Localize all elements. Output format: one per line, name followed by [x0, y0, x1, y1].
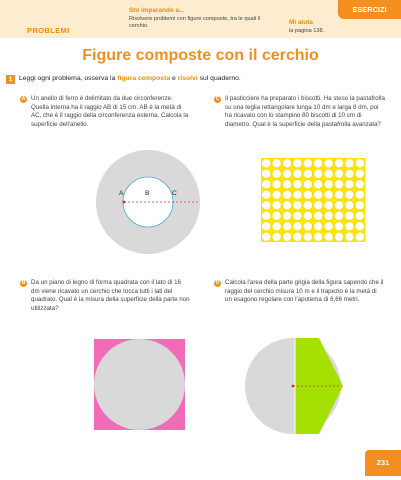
biscuit-circle	[355, 232, 364, 241]
page-title: Figure composte con il cerchio	[82, 47, 319, 64]
biscuit-circle	[324, 180, 333, 189]
biscuit-circle	[324, 232, 333, 241]
problem-d-text: Calcola l'area della parte grigia della figura sapendo che il raggio del cerchio misura 10 m e il trapezio è la metà di un esagono regolare con l'apotema di 8,66 metri.	[225, 279, 384, 304]
biscuit-circle	[314, 190, 323, 199]
circle-trapezoid-figure	[243, 336, 353, 436]
biscuit-circle	[314, 180, 323, 189]
learning-goal-title: Sto imparando a...	[129, 7, 185, 14]
biscuit-circle	[262, 190, 271, 199]
biscuit-circle	[262, 211, 271, 220]
biscuit-circle	[314, 201, 323, 210]
biscuit-circle	[334, 232, 343, 241]
learning-goal-text: Risolvere problemi con figure composte, tra le quali il cerchio.	[129, 16, 261, 30]
problem-a-badge: A	[21, 96, 26, 102]
biscuit-circle	[282, 211, 291, 220]
biscuit-circle	[314, 232, 323, 241]
biscuit-circle	[272, 201, 281, 210]
biscuit-circle	[334, 169, 343, 178]
biscuit-circle	[272, 169, 281, 178]
biscuit-circle	[345, 190, 354, 199]
problem-c-badge: C	[215, 96, 220, 102]
biscuit-circle	[303, 169, 312, 178]
biscuit-circle	[324, 159, 333, 168]
biscuit-circle	[282, 159, 291, 168]
biscuit-circle	[345, 232, 354, 241]
biscuit-circle	[272, 180, 281, 189]
problem-b-text: Da un piano di legno di forma quadrata con il lato di 16 dm viene ricavato un cerchio che tocca tutti i lati del quadrato. Qual è la misura della superficie della parte non utilizzata?	[31, 279, 190, 312]
biscuit-circle	[293, 159, 302, 168]
help-text: la pagina 138.	[289, 28, 325, 34]
biscuit-circle	[293, 169, 302, 178]
biscuit-circle	[293, 222, 302, 231]
instruction: Leggi ogni problema, osserva la figura composta e risolvi sul quaderno.	[19, 75, 241, 82]
biscuit-circle	[262, 222, 271, 231]
biscuit-circle	[334, 180, 343, 189]
biscuit-circle	[355, 201, 364, 210]
biscuit-circle	[282, 201, 291, 210]
biscuit-circle	[334, 222, 343, 231]
biscuit-circle	[345, 159, 354, 168]
biscuit-circle	[355, 222, 364, 231]
biscuit-circle	[334, 159, 343, 168]
biscuit-circle	[293, 180, 302, 189]
biscuit-circle	[324, 222, 333, 231]
biscuit-circle	[303, 159, 312, 168]
biscuit-circle	[262, 169, 271, 178]
biscuit-circle	[303, 222, 312, 231]
biscuit-circle	[334, 190, 343, 199]
biscuit-circle	[324, 201, 333, 210]
problem-d-badge: D	[215, 280, 220, 286]
section-label: PROBLEMI	[27, 26, 70, 35]
help-title: Mi aiuta	[289, 19, 313, 26]
biscuit-circle	[355, 211, 364, 220]
biscuit-circle	[262, 180, 271, 189]
biscuit-circle	[282, 222, 291, 231]
biscuit-circle	[293, 211, 302, 220]
biscuit-circle	[303, 232, 312, 241]
biscuit-circle	[282, 232, 291, 241]
biscuit-circle	[272, 159, 281, 168]
inscribed-circle	[94, 339, 185, 430]
ring-figure	[96, 150, 200, 254]
page-number: 231	[365, 450, 401, 476]
biscuit-circle	[334, 201, 343, 210]
biscuit-circle	[262, 201, 271, 210]
biscuit-circle	[293, 232, 302, 241]
biscuit-circle	[314, 211, 323, 220]
biscuit-circle	[262, 232, 271, 241]
biscuit-circle	[272, 222, 281, 231]
biscuit-circle	[355, 190, 364, 199]
biscuit-circle	[355, 169, 364, 178]
biscuit-circle	[272, 211, 281, 220]
biscuit-circle	[303, 190, 312, 199]
problem-a-text: Un anello di ferro è delimitato da due circonferenze. Quella interna ha il raggio AB di 15 cm. AB è la metà di AC, che è il raggio della circonferenza esterna. Calcola la superficie dell'anello.	[31, 95, 189, 128]
biscuit-circle	[272, 190, 281, 199]
biscuit-circle	[303, 211, 312, 220]
biscuit-circle	[314, 159, 323, 168]
problem-b-badge: B	[21, 280, 26, 286]
biscuit-circle	[334, 211, 343, 220]
biscuit-circle	[355, 159, 364, 168]
biscuit-circle	[314, 222, 323, 231]
point-a-label: A	[119, 190, 124, 197]
instruction-number: 1	[6, 75, 15, 84]
biscuit-circle	[345, 222, 354, 231]
biscuit-circle	[324, 169, 333, 178]
biscuit-circle	[345, 169, 354, 178]
biscuit-circle	[345, 180, 354, 189]
biscuit-circle	[293, 190, 302, 199]
biscuit-circle	[345, 211, 354, 220]
biscuit-circle	[314, 169, 323, 178]
biscuit-circle	[324, 190, 333, 199]
biscuit-circle	[262, 159, 271, 168]
biscuit-circle	[282, 169, 291, 178]
biscuit-circle	[282, 180, 291, 189]
biscuit-circle	[303, 201, 312, 210]
biscuit-circle	[282, 190, 291, 199]
problem-c-text: Il pasticciere ha preparato i biscotti. Ha steso la pastafrolla su una teglia rettangolare lunga 10 dm e larga 8 dm, poi ha ricavato con lo stampino 80 biscotti di 10 cm di diametro. Qual è la superficie della pastafrolla avanzata?	[225, 95, 385, 128]
biscuit-circle	[303, 180, 312, 189]
biscuit-grid-figure	[261, 158, 365, 242]
biscuit-circle	[293, 201, 302, 210]
biscuit-circle	[355, 180, 364, 189]
point-b-label: B	[145, 190, 150, 197]
exercises-tab: ESERCIZI	[338, 0, 401, 19]
biscuit-circle	[272, 232, 281, 241]
biscuit-circle	[324, 211, 333, 220]
biscuit-circle	[345, 201, 354, 210]
point-c-label: C	[172, 190, 177, 197]
